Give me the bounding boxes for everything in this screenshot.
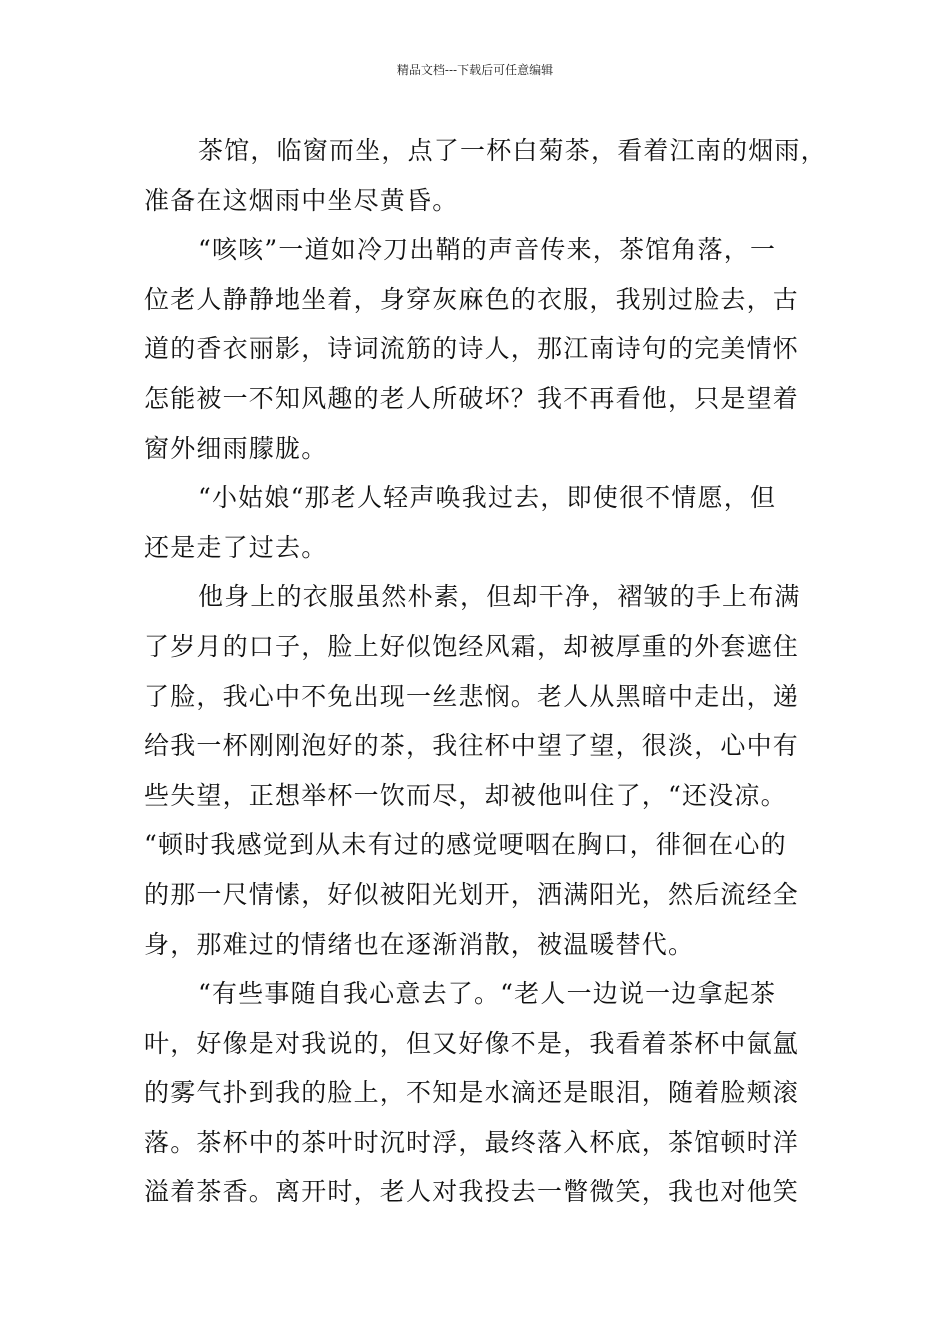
- text-line: 窗外细雨朦胧。: [144, 433, 328, 463]
- text-line: 了脸，我心中不免出现一丝悲悯。老人从黑暗中走出，递: [144, 681, 800, 711]
- text-line: 位老人静静地坐着，身穿灰麻色的衣服，我别过脸去，古: [144, 284, 800, 314]
- page-header: 精品文档---下载后可任意编辑: [396, 63, 554, 77]
- text-line: 了岁月的口子，脸上好似饱经风霜，却被厚重的外套遮住: [144, 631, 800, 661]
- text-line: 的雾气扑到我的脸上，不知是水滴还是眼泪，随着脸颊滚: [144, 1078, 800, 1108]
- text-line: 怎能被一不知风趣的老人所破坏？我不再看他，只是望着: [144, 383, 800, 413]
- text-line: “咳咳”一道如冷刀出鞘的声音传来，茶馆角落，一: [198, 235, 777, 265]
- text-line: “有些事随自我心意去了。“老人一边说一边拿起茶: [198, 979, 777, 1009]
- text-line: 身，那难过的情绪也在逐渐消散，被温暖替代。: [144, 929, 695, 959]
- text-line: 他身上的衣服虽然朴素，但却干净，褶皱的手上布满: [198, 582, 801, 612]
- text-line: 的那一尺情愫，好似被阳光划开，洒满阳光，然后流经全: [144, 879, 800, 909]
- text-line: 给我一杯刚刚泡好的茶，我往杯中望了望，很淡，心中有: [144, 731, 800, 761]
- text-line: 落。茶杯中的茶叶时沉时浮，最终落入杯底，茶馆顿时洋: [144, 1127, 800, 1157]
- text-line: “顿时我感觉到从未有过的感觉哽咽在胸口，徘徊在心的: [144, 830, 787, 860]
- text-line: 叶，好像是对我说的，但又好像不是，我看着茶杯中氤氲: [144, 1028, 800, 1058]
- body-text: [144, 126, 827, 1217]
- text-line: 准备在这烟雨中坐尽黄昏。: [144, 185, 459, 215]
- text-line: 溢着茶香。离开时，老人对我投去一瞥微笑，我也对他笑: [144, 1177, 800, 1207]
- text-line: 茶馆，临窗而坐，点了一杯白菊茶，看着江南的烟雨，: [198, 136, 827, 165]
- text-line: 还是走了过去。: [144, 532, 328, 562]
- text-line: “小姑娘“那老人轻声唤我过去，即使很不情愿，但: [198, 483, 777, 513]
- text-line: 些失望，正想举杯一饮而尽，却被他叫住了，“还没凉。: [144, 780, 787, 810]
- text-line: 道的香衣丽影，诗词流筋的诗人，那江南诗句的完美情怀: [144, 334, 800, 364]
